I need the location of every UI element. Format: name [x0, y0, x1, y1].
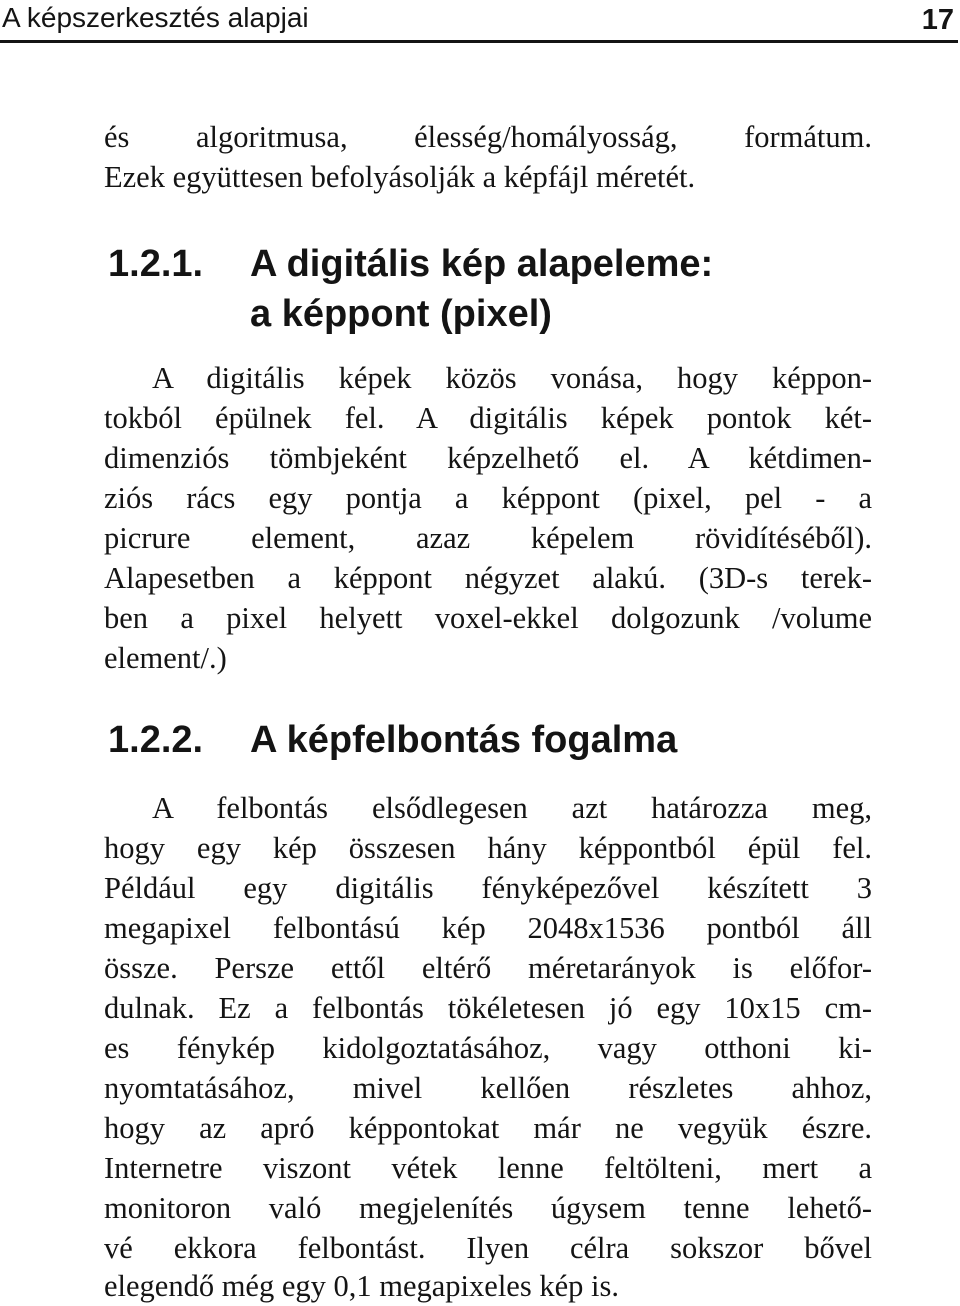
text-line: Alapesetben a képpont négyzet alakú. (3D-s terek- [104, 561, 872, 595]
text-line: A felbontás elsődlegesen azt határozza meg, [152, 791, 872, 825]
text-line: és algoritmusa, élesség/homályosság, formátum. [104, 120, 872, 154]
text-line: Internetre viszont vétek lenne feltölteni, mert a [104, 1151, 872, 1185]
text-line: es fénykép kidolgoztatásához, vagy otthoni ki- [104, 1031, 872, 1065]
text-line: monitoron való megjelenítés úgysem tenne lehető- [104, 1191, 872, 1225]
section-title: a képpont (pixel) [250, 293, 552, 335]
text-line: ben a pixel helyett voxel-ekkel dolgozunk /volume [104, 601, 872, 635]
section-number: 1.2.1. [108, 243, 204, 285]
text-line: nyomtatásához, mivel kellően részletes ahhoz, [104, 1071, 872, 1105]
text-line: hogy egy kép összesen hány képpontból épül fel. [104, 831, 872, 865]
text-line: Például egy digitális fényképezővel készített 3 [104, 871, 872, 905]
text-line: tokból épülnek fel. A digitális képek pontok két- [104, 401, 872, 435]
running-title: A képszerkesztés alapjai [2, 2, 309, 33]
running-header [0, 0, 958, 43]
text-line: hogy az apró képpontokat már ne vegyük észre. [104, 1111, 872, 1145]
text-line: ziós rács egy pontja a képpont (pixel, pel - a [104, 481, 872, 515]
text-line: össze. Persze ettől eltérő méretarányok is előfor- [104, 951, 872, 985]
text-line: megapixel felbontású kép 2048x1536 pontból áll [104, 911, 872, 945]
text-line: Ezek együttesen befolyásolják a képfájl méretét. [104, 160, 696, 194]
text-line: A digitális képek közös vonása, hogy képpon- [152, 361, 872, 395]
section-title: A digitális kép alapeleme: [250, 243, 714, 285]
text-line: picrure element, azaz képelem rövidítéséből). [104, 521, 872, 555]
text-line: vé ekkora felbontást. Ilyen célra sokszor bővel [104, 1231, 872, 1265]
text-line: dulnak. Ez a felbontás tökéletesen jó egy 10x15 cm- [104, 991, 872, 1025]
text-line: elegendő még egy 0,1 megapixeles kép is. [104, 1269, 619, 1303]
text-line: element/.) [104, 641, 227, 675]
section-number: 1.2.2. [108, 719, 204, 761]
section-title: A képfelbontás fogalma [250, 719, 678, 761]
page-number: 17 [921, 4, 954, 36]
text-line: dimenziós tömbjeként képzelhető el. A kétdimen- [104, 441, 872, 475]
